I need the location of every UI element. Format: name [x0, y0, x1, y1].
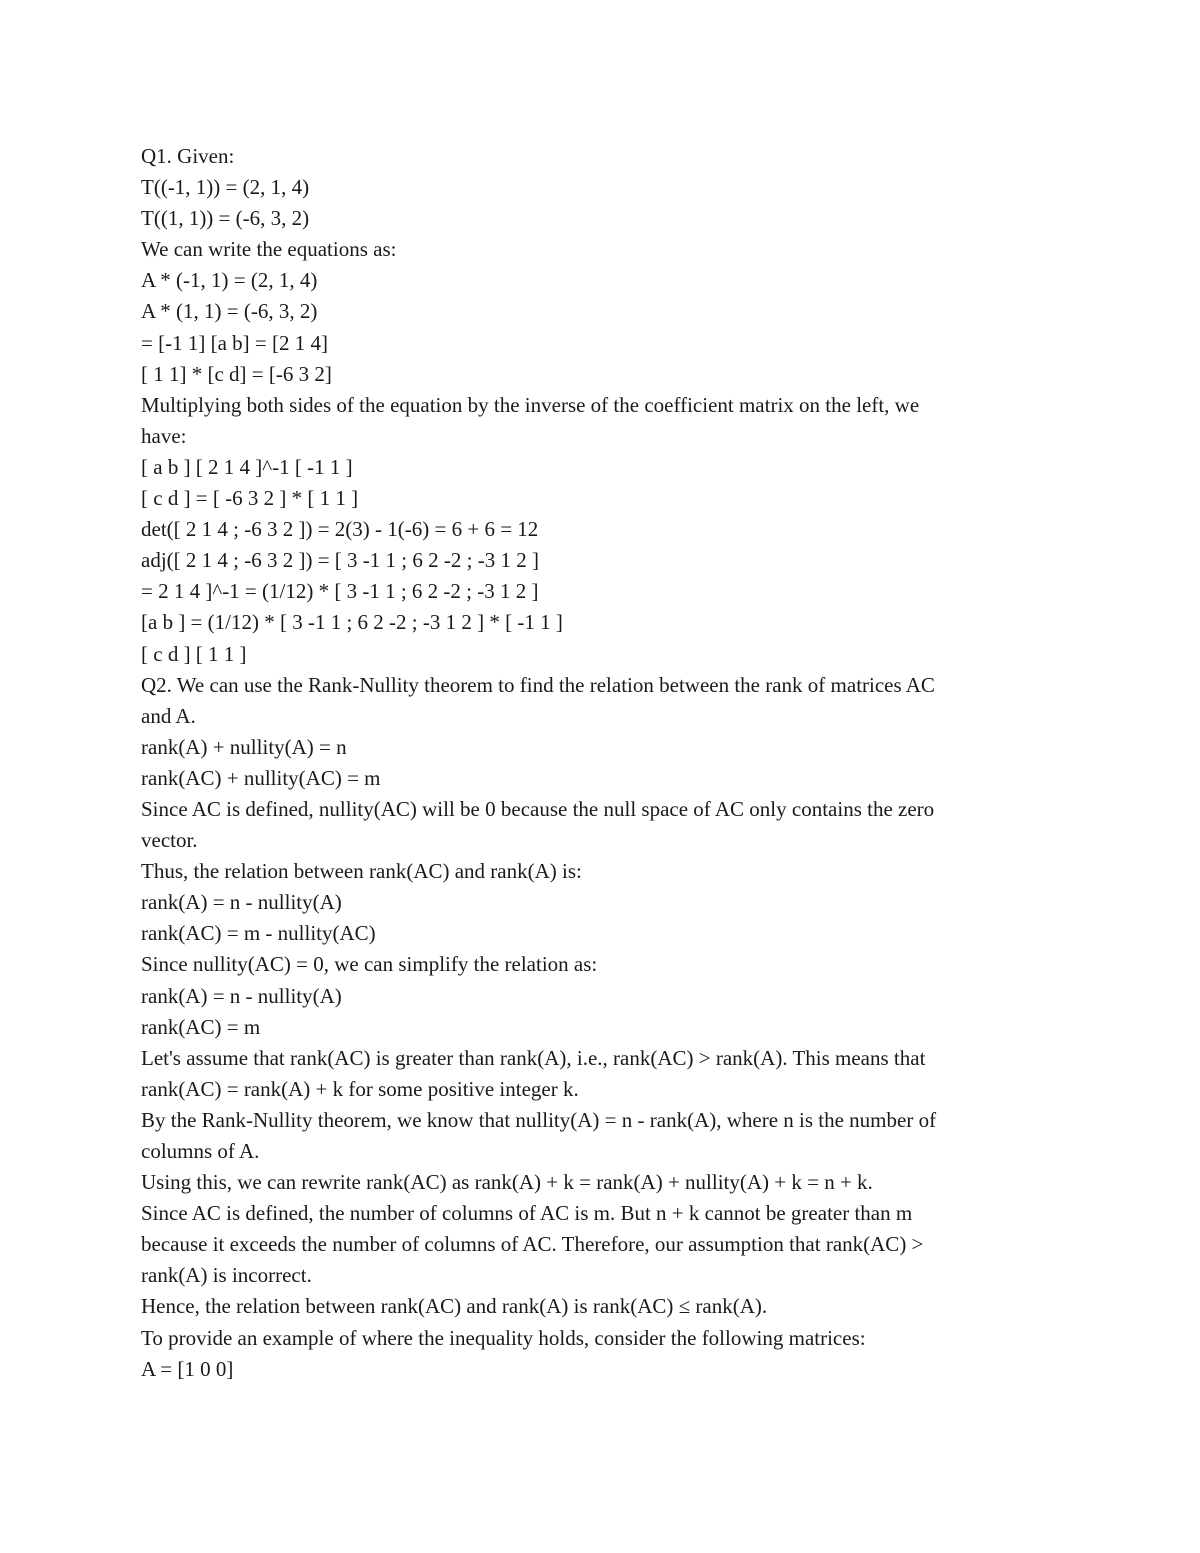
text-line: Since AC is defined, nullity(AC) will be 0 because the null space of AC only contains the zero	[141, 796, 935, 821]
text-line: Let's assume that rank(AC) is greater than rank(A), i.e., rank(AC) > rank(A). This means that	[141, 1045, 926, 1070]
text-line: rank(A) = n - nullity(A)	[141, 983, 342, 1008]
text-line: Using this, we can rewrite rank(AC) as rank(A) + k = rank(A) + nullity(A) + k = n + k.	[141, 1170, 873, 1195]
text-line: [ c d ] [ 1 1 ]	[141, 641, 247, 666]
text-line: columns of A.	[141, 1139, 260, 1163]
document-body	[141, 141, 1051, 1385]
text-line: T((-1, 1)) = (2, 1, 4)	[141, 175, 310, 200]
text-line: [ a b ] [ 2 1 4 ]^-1 [ -1 1 ]	[141, 454, 353, 479]
text-line: rank(A) = n - nullity(A)	[141, 890, 342, 915]
text-line: [ 1 1] * [c d] = [-6 3 2]	[141, 361, 332, 386]
text-line: = [-1 1] [a b] = [2 1 4]	[141, 330, 328, 355]
text-line: We can write the equations as:	[141, 237, 397, 262]
text-line: rank(AC) = m	[141, 1014, 261, 1039]
text-line: A * (1, 1) = (-6, 3, 2)	[141, 299, 318, 324]
text-line: Since nullity(AC) = 0, we can simplify the relation as:	[141, 952, 598, 977]
text-line: [ c d ] = [ -6 3 2 ] * [ 1 1 ]	[141, 486, 359, 511]
text-line: have:	[141, 423, 187, 448]
text-line: Multiplying both sides of the equation by the inverse of the coefficient matrix on the left, we	[141, 392, 920, 417]
text-line: because it exceeds the number of columns of AC. Therefore, our assumption that rank(AC) >	[141, 1232, 924, 1257]
text-line: Hence, the relation between rank(AC) and rank(A) is rank(AC) ≤ rank(A).	[141, 1294, 768, 1319]
text-line: To provide an example of where the inequality holds, consider the following matrices:	[141, 1325, 866, 1350]
text-line: Q1. Given:	[141, 144, 235, 168]
text-line: and A.	[141, 703, 196, 728]
text-line: A = [1 0 0]	[141, 1356, 234, 1381]
text-line: rank(A) is incorrect.	[141, 1263, 312, 1288]
text-line: Since AC is defined, the number of columns of AC is m. But n + k cannot be greater than m	[141, 1201, 913, 1226]
text-line: [a b ] = (1/12) * [ 3 -1 1 ; 6 2 -2 ; -3 1 2 ] * [ -1 1 ]	[141, 610, 563, 635]
text-line: adj([ 2 1 4 ; -6 3 2 ]) = [ 3 -1 1 ; 6 2 -2 ; -3 1 2 ]	[141, 548, 539, 573]
text-line: A * (-1, 1) = (2, 1, 4)	[141, 268, 318, 293]
text-line: Q2. We can use the Rank-Nullity theorem to find the relation between the rank of matrices AC	[141, 672, 935, 697]
text-line: T((1, 1)) = (-6, 3, 2)	[141, 206, 310, 231]
text-line: det([ 2 1 4 ; -6 3 2 ]) = 2(3) - 1(-6) = 6 + 6 = 12	[141, 517, 539, 542]
text-line: rank(AC) = m - nullity(AC)	[141, 921, 376, 946]
text-line: rank(AC) = rank(A) + k for some positive integer k.	[141, 1076, 579, 1101]
text-line: = 2 1 4 ]^-1 = (1/12) * [ 3 -1 1 ; 6 2 -2 ; -3 1 2 ]	[141, 579, 539, 604]
text-line: rank(AC) + nullity(AC) = m	[141, 765, 381, 790]
text-line: rank(A) + nullity(A) = n	[141, 734, 347, 759]
text-line: Thus, the relation between rank(AC) and rank(A) is:	[141, 859, 582, 884]
text-line: vector.	[141, 828, 198, 853]
text-line: By the Rank-Nullity theorem, we know that nullity(A) = n - rank(A), where n is the number of	[141, 1107, 937, 1132]
